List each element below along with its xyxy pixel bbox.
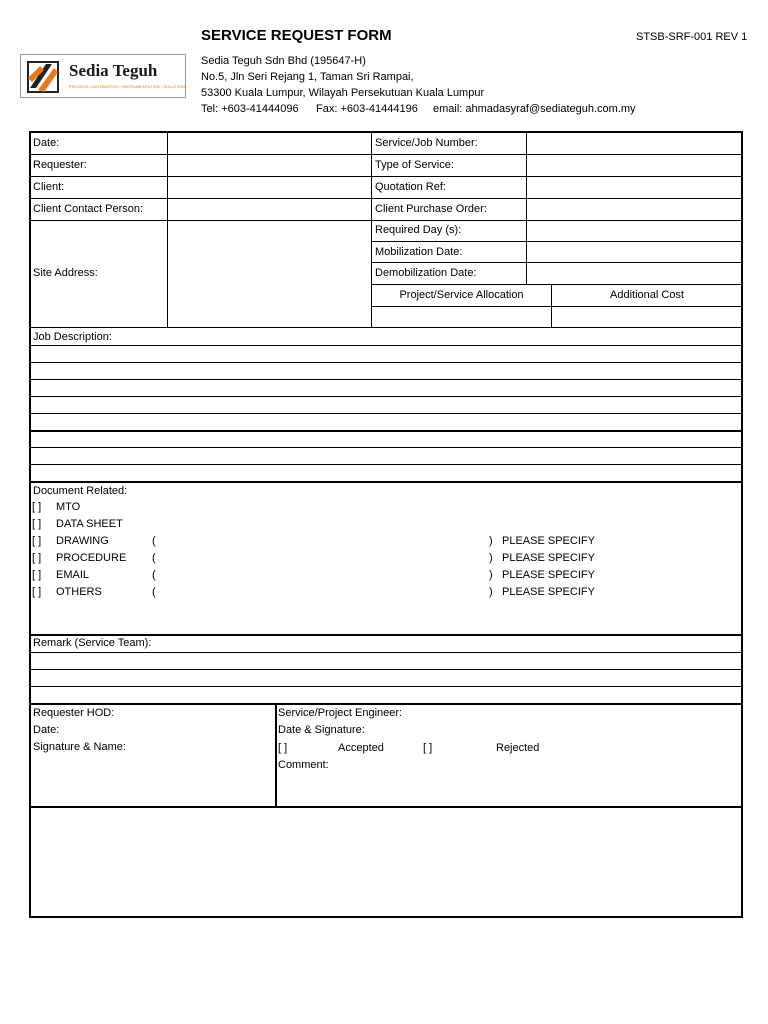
allocation-field[interactable] (372, 307, 551, 327)
site-address-field[interactable] (168, 221, 371, 327)
company-name: Sedia Teguh Sdn Bhd (195647-H) (201, 55, 366, 67)
purchase-order-label: Client Purchase Order: (375, 203, 487, 215)
purchase-order-field[interactable] (527, 199, 742, 220)
drawing-checkbox[interactable]: [ ] (32, 535, 42, 547)
others-specify-note: PLEASE SPECIFY (502, 586, 595, 598)
required-days-field[interactable] (527, 221, 742, 241)
email-label: EMAIL (56, 569, 90, 581)
divider (371, 284, 742, 285)
company-address-1: No.5, Jln Seri Rejang 1, Taman Sri Rampai, (201, 71, 414, 83)
divider (275, 704, 277, 806)
client-contact-label: Client Contact Person: (33, 203, 144, 215)
divider (30, 327, 742, 328)
document-related-label: Document Related: (33, 485, 128, 497)
company-address-2: 53300 Kuala Lumpur, Wilayah Persekutuan Kuala Lumpur (201, 87, 485, 99)
paren-open: ( (152, 569, 156, 581)
demobilization-date-label: Demobilization Date: (375, 267, 477, 279)
logo-wordmark: Sedia Teguh (69, 61, 158, 80)
company-tel: Tel: +603-41444096 (201, 103, 299, 115)
procedure-checkbox[interactable]: [ ] (32, 552, 42, 564)
email-specify-note: PLEASE SPECIFY (502, 569, 595, 581)
drawing-label: DRAWING (56, 535, 109, 547)
logo-mark-icon (24, 58, 62, 96)
drawing-specify-field[interactable] (160, 534, 486, 549)
client-contact-field[interactable] (168, 199, 371, 220)
mobilization-date-label: Mobilization Date: (375, 246, 463, 258)
engineer-label: Service/Project Engineer: (278, 707, 403, 719)
hod-signature-field[interactable] (140, 705, 272, 805)
bottom-blank-area[interactable] (31, 808, 741, 916)
demobilization-date-field[interactable] (527, 263, 742, 284)
others-specify-field[interactable] (160, 585, 486, 600)
logo-tagline: PROCESS • AUTOMATION • INSTRUMENTATION • SOLUTIONS (69, 84, 187, 89)
service-type-field[interactable] (527, 155, 742, 176)
company-fax: Fax: +603-41444196 (316, 103, 418, 115)
rejected-checkbox[interactable]: [ ] (423, 742, 433, 754)
procedure-specify-note: PLEASE SPECIFY (502, 552, 595, 564)
mto-label: MTO (56, 501, 81, 513)
paren-close: ) (489, 535, 493, 547)
paren-close: ) (489, 569, 493, 581)
signature-name-label: Signature & Name: (33, 741, 126, 753)
divider (30, 481, 742, 483)
date-label: Date: (33, 137, 60, 149)
accepted-checkbox[interactable]: [ ] (278, 742, 288, 754)
divider (30, 634, 742, 636)
job-number-field[interactable] (527, 133, 742, 154)
requester-label: Requester: (33, 159, 87, 171)
paren-close: ) (489, 552, 493, 564)
others-checkbox[interactable]: [ ] (32, 586, 42, 598)
date-field[interactable] (168, 133, 371, 154)
job-description-label: Job Description: (33, 331, 112, 343)
document-list (30, 500, 742, 603)
mobilization-date-field[interactable] (527, 242, 742, 262)
data-sheet-checkbox[interactable]: [ ] (32, 518, 42, 530)
comment-field[interactable] (335, 757, 740, 804)
mto-checkbox[interactable]: [ ] (32, 501, 42, 513)
paren-close: ) (489, 586, 493, 598)
requester-hod-label: Requester HOD: (33, 707, 115, 719)
service-type-label: Type of Service: (375, 159, 454, 171)
comment-label: Comment: (278, 759, 329, 771)
form-title: SERVICE REQUEST FORM (201, 27, 392, 44)
paren-open: ( (152, 535, 156, 547)
date-signature-label: Date & Signature: (278, 724, 365, 736)
accepted-label: Accepted (338, 742, 384, 754)
document-code: STSB-SRF-001 REV 1 (636, 31, 748, 43)
quotation-ref-field[interactable] (527, 177, 742, 198)
additional-cost-header: Additional Cost (610, 289, 684, 301)
drawing-specify-note: PLEASE SPECIFY (502, 535, 595, 547)
client-field[interactable] (168, 177, 371, 198)
client-label: Client: (33, 181, 65, 193)
requester-field[interactable] (168, 155, 371, 176)
job-number-label: Service/Job Number: (375, 137, 478, 149)
others-label: OTHERS (56, 586, 102, 598)
company-logo (20, 54, 186, 98)
email-checkbox[interactable]: [ ] (32, 569, 42, 581)
hod-date-label: Date: (33, 724, 60, 736)
rejected-label: Rejected (496, 742, 540, 754)
remark-label: Remark (Service Team): (33, 637, 152, 649)
site-address-label: Site Address: (33, 267, 98, 279)
required-days-label: Required Day (s): (375, 224, 462, 236)
allocation-header: Project/Service Allocation (399, 289, 524, 301)
job-description-field[interactable] (30, 346, 742, 480)
additional-cost-field[interactable] (552, 307, 742, 327)
procedure-label: PROCEDURE (56, 552, 127, 564)
quotation-ref-label: Quotation Ref: (375, 181, 446, 193)
divider (30, 703, 742, 705)
company-email: email: ahmadasyraf@sediateguh.com.my (433, 103, 636, 115)
data-sheet-label: DATA SHEET (56, 518, 123, 530)
email-specify-field[interactable] (160, 568, 486, 583)
procedure-specify-field[interactable] (160, 551, 486, 566)
paren-open: ( (152, 586, 156, 598)
remark-field[interactable] (30, 653, 742, 703)
paren-open: ( (152, 552, 156, 564)
